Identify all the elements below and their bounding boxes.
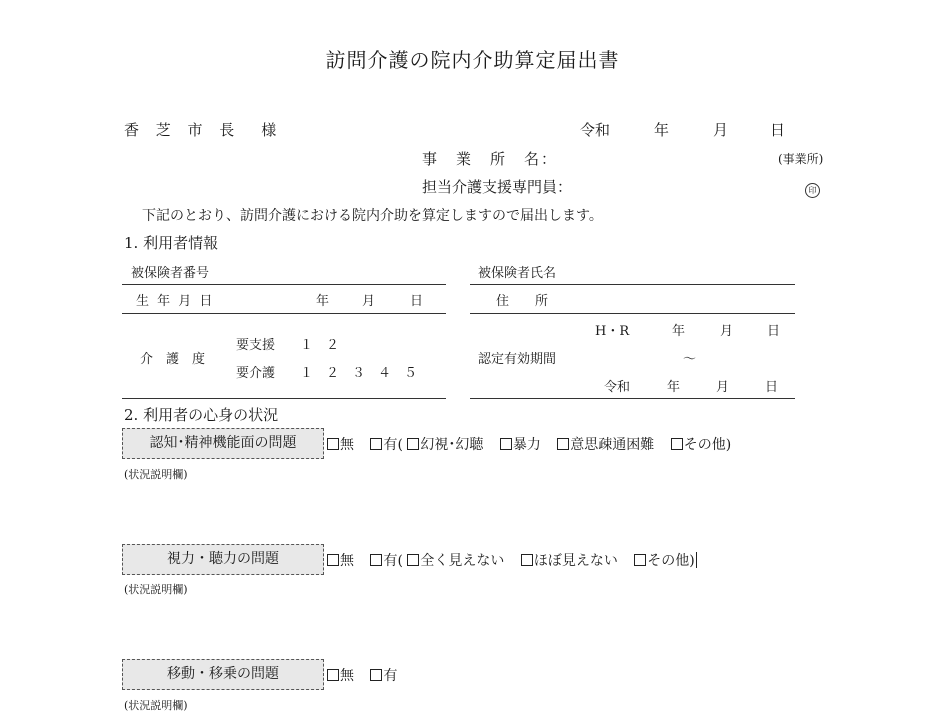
- checkbox-icon[interactable]: [327, 669, 339, 681]
- explain-label: (状況説明欄): [124, 699, 188, 712]
- problem-label-vision-hearing: 視力・聴力の問題: [122, 544, 324, 575]
- date-era: 令和: [580, 121, 611, 139]
- checkbox-icon[interactable]: [370, 554, 382, 566]
- option-yes[interactable]: 有: [370, 668, 397, 684]
- checkbox-icon[interactable]: [327, 554, 339, 566]
- insured-name-label: 被保険者氏名: [478, 266, 557, 281]
- period-end-month: 月: [716, 380, 730, 395]
- problem-options-mobility: [327, 665, 397, 685]
- problem-options-cognitive: [327, 434, 731, 454]
- care-level-label: 介 護 度: [140, 352, 206, 367]
- option-none[interactable]: 無: [327, 668, 354, 684]
- period-start-day: 日: [767, 324, 781, 339]
- period-start-year: 年: [672, 324, 686, 339]
- section2-heading: 2. 利用者の心身の状況: [124, 406, 279, 424]
- divider: [470, 398, 795, 399]
- period-end-day: 日: [765, 380, 779, 395]
- valid-period-label: 認定有効期間: [478, 352, 557, 367]
- date-month-label: 月: [713, 121, 729, 139]
- office-name-label: 事 業 所 名：: [422, 150, 559, 168]
- option-none[interactable]: 無: [327, 553, 354, 569]
- insured-number-label: 被保険者番号: [131, 266, 210, 281]
- checkbox-icon[interactable]: [557, 438, 569, 450]
- option-violence[interactable]: 暴力: [500, 437, 541, 453]
- divider: [122, 284, 446, 285]
- birth-month-label: 月: [362, 294, 376, 309]
- divider: [122, 313, 446, 314]
- date-day-label: 日: [770, 121, 786, 139]
- divider: [470, 313, 795, 314]
- period-tilde: ～: [683, 352, 697, 367]
- support-label: 要支援: [236, 338, 276, 353]
- section1-heading: 1. 利用者情報: [124, 234, 219, 252]
- checkbox-icon[interactable]: [407, 554, 419, 566]
- birth-date-label: 生 年 月 日: [136, 294, 215, 309]
- address-label: 住 所: [496, 294, 549, 309]
- explain-label: (状況説明欄): [124, 468, 188, 481]
- option-fully-blind[interactable]: 全く見えない: [407, 553, 504, 569]
- option-yes[interactable]: 有(: [370, 437, 402, 453]
- option-nearly-blind[interactable]: ほぼ見えない: [521, 553, 618, 569]
- checkbox-icon[interactable]: [370, 438, 382, 450]
- problem-label-mobility: 移動・移乗の問題: [122, 659, 324, 690]
- period-start-month: 月: [720, 324, 734, 339]
- checkbox-icon[interactable]: [500, 438, 512, 450]
- intro-text: 下記のとおり、訪問介護における院内介助を算定しますので届出します。: [142, 208, 603, 224]
- text-cursor: [696, 552, 697, 568]
- period-end-era: 令和: [604, 380, 631, 395]
- checkbox-icon[interactable]: [634, 554, 646, 566]
- care-label: 要介護: [236, 366, 276, 381]
- option-other[interactable]: その他): [634, 553, 694, 569]
- seal-icon: 印: [805, 178, 820, 198]
- support-levels: １ ２: [300, 338, 340, 353]
- checkbox-icon[interactable]: [521, 554, 533, 566]
- birth-year-label: 年: [316, 294, 330, 309]
- checkbox-icon[interactable]: [407, 438, 419, 450]
- option-none[interactable]: 無: [327, 437, 354, 453]
- checkbox-icon[interactable]: [370, 669, 382, 681]
- addressee: 香 芝 市 長 様: [124, 121, 283, 139]
- care-manager-label: 担当介護支援専門員：: [422, 178, 573, 196]
- checkbox-icon[interactable]: [327, 438, 339, 450]
- care-levels: １ ２ ３ ４ ５: [300, 366, 418, 381]
- period-start-era: H・R: [595, 324, 630, 339]
- birth-day-label: 日: [410, 294, 424, 309]
- option-yes[interactable]: 有(: [370, 553, 402, 569]
- checkbox-icon[interactable]: [671, 438, 683, 450]
- option-communication[interactable]: 意思疎通困難: [557, 437, 654, 453]
- divider: [122, 398, 446, 399]
- period-end-year: 年: [667, 380, 681, 395]
- explain-label: (状況説明欄): [124, 583, 188, 596]
- option-hallucination[interactable]: 幻視･幻聴: [407, 437, 483, 453]
- office-suffix: (事業所): [778, 152, 824, 166]
- page-title: 訪問介護の院内介助算定届出書: [325, 48, 620, 72]
- problem-label-cognitive: 認知･精神機能面の問題: [122, 428, 324, 459]
- problem-options-vision-hearing: [327, 550, 697, 570]
- divider: [470, 284, 795, 285]
- date-year-label: 年: [654, 121, 670, 139]
- option-other[interactable]: その他): [671, 437, 731, 453]
